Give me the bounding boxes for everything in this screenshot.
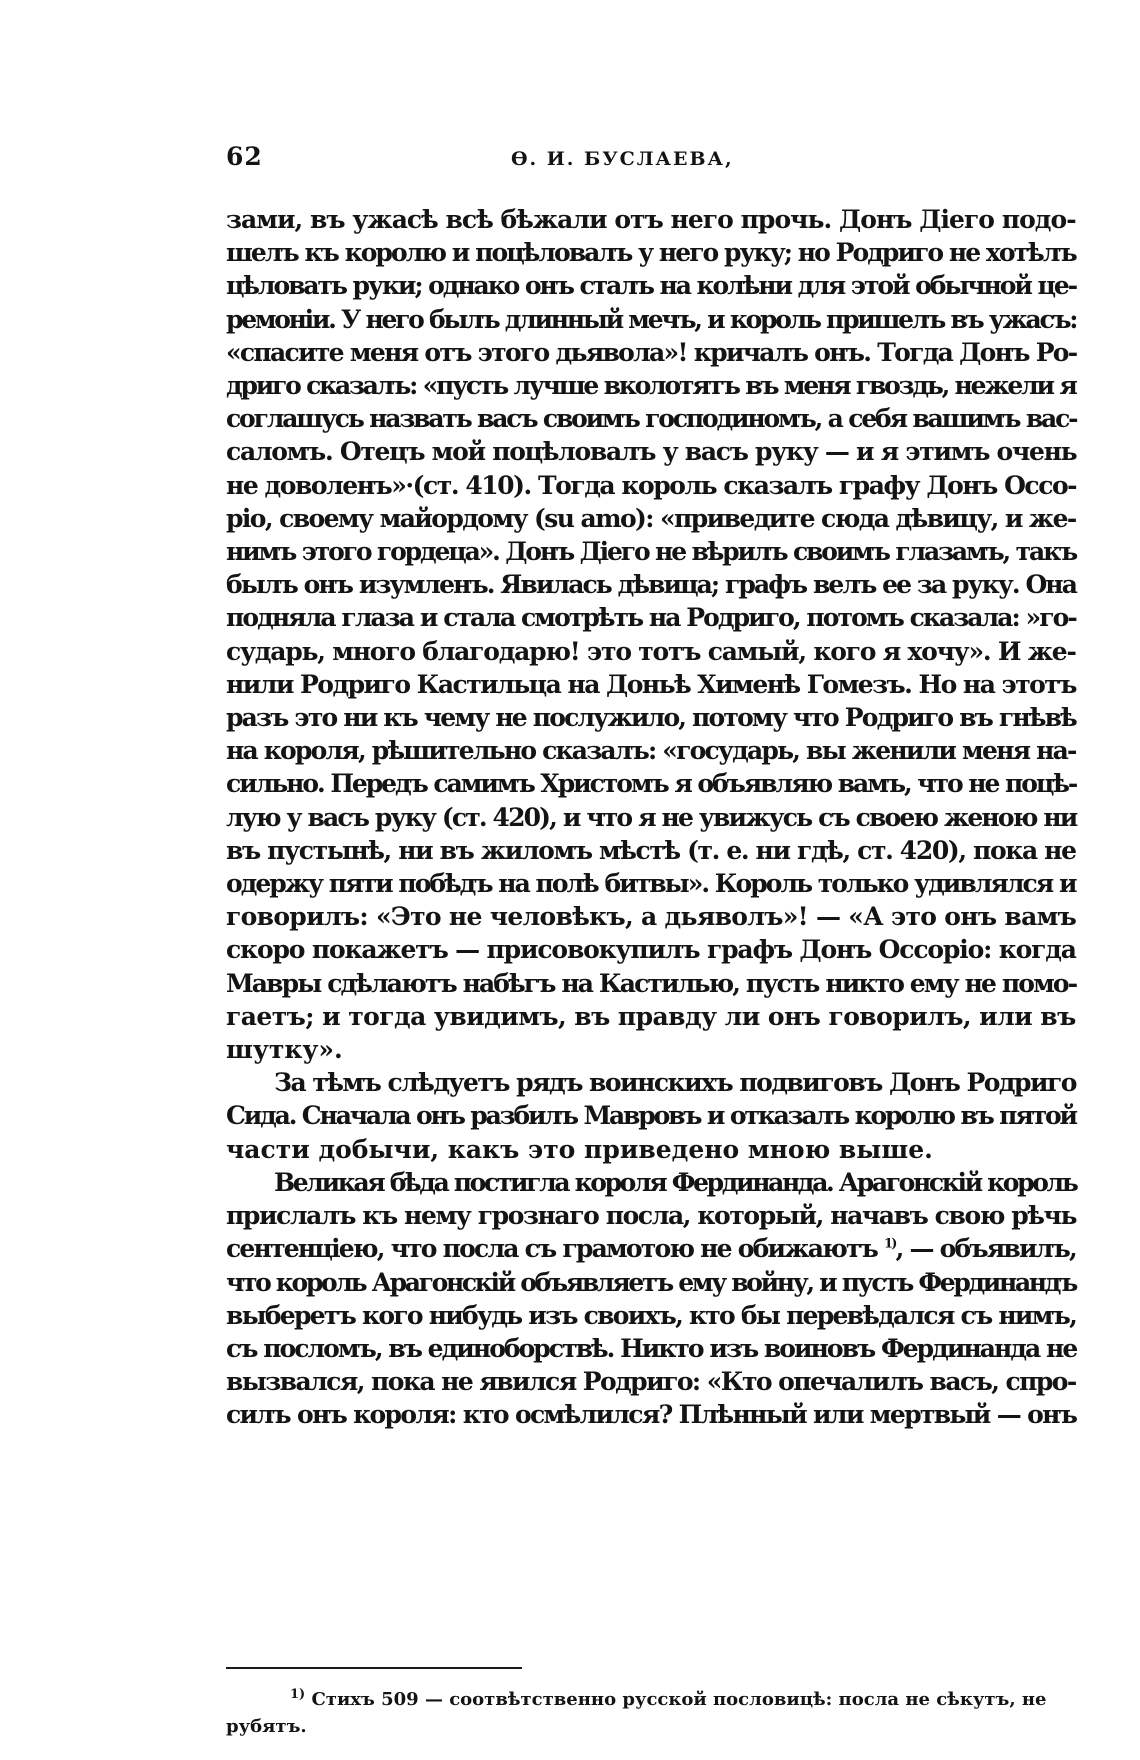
text-line: былъ онъ изумленъ. Явилась дѣвица; графъ велъ ее за руку. Она — [226, 570, 1076, 600]
text-line: соглашусь назвать васъ своимъ господиномъ, а себя вашимъ вас- — [226, 404, 1077, 434]
text-line: разъ это ни къ чему не послужило, потому что Родриго въ гнѣвѣ — [226, 703, 1076, 733]
text-line: сильно. Передъ самимъ Христомъ я объявляю вамъ, что не поцѣ- — [226, 769, 1077, 799]
text-line: Великая бѣда постигла короля Фердинанда. Арагонскій король — [274, 1167, 1077, 1197]
text-line: что король Арагонскій объявляетъ ему войну, и пусть Фердинандъ — [226, 1267, 1076, 1297]
paragraph-2 — [226, 1066, 1076, 1166]
footnote-line — [226, 1686, 1076, 1713]
footnote-marker[interactable]: 1) — [883, 1236, 896, 1252]
text-line: гаетъ; и тогда увидимъ, въ правду ли онъ говорилъ, или въ — [226, 1001, 1076, 1031]
text-line: «спасите меня отъ этого дьявола»! кричалъ онъ. Тогда Донъ Ро- — [226, 337, 1077, 367]
running-title: Ѳ. И. БУСЛАЕВА, — [511, 148, 734, 170]
text-line: зами, въ ужасѣ всѣ бѣжали отъ него прочь. Донъ Діего подо- — [226, 205, 1076, 234]
text-line: одержу пяти побѣдъ на полѣ битвы». Король только удивлялся и — [226, 869, 1076, 899]
text-line: За тѣмъ слѣдуетъ рядъ воинскихъ подвиговъ Донъ Родриго — [274, 1068, 1076, 1098]
text-segment: сентенціею, что посла съ грамотою не обижаютъ — [226, 1234, 878, 1264]
text-segment: , — объявилъ, — [895, 1234, 1076, 1264]
text-line: говорилъ: «Это не человѣкъ, а дьяволъ»! — «А это онъ вамъ — [226, 902, 1077, 932]
text-line: части добычи, какъ это приведено мною выше. — [226, 1134, 933, 1164]
text-line: шелъ къ королю и поцѣловалъ у него руку; но Родриго не хотѣлъ — [226, 238, 1076, 268]
running-header — [226, 142, 1076, 182]
text-line: на короля, рѣшительно сказалъ: «государь, вы женили меня на- — [226, 736, 1076, 766]
footnote — [226, 1686, 1076, 1740]
text-line: подняла глаза и стала смотрѣть на Родриго, потомъ сказала: »го- — [226, 603, 1076, 633]
text-line: силъ онъ короля: кто осмѣлился? Плѣнный или мертвый — онъ — [226, 1400, 1077, 1430]
paragraph-1 — [226, 203, 1076, 1066]
text-line: съ посломъ, въ единоборствѣ. Никто изъ воиновъ Фердинанда не — [226, 1333, 1077, 1363]
text-line: саломъ. Отецъ мой поцѣловалъ у васъ руку — и я этимъ очень — [226, 437, 1077, 467]
text-line: Сида. Сначала онъ разбилъ Мавровъ и отказалъ королю въ пятой — [226, 1101, 1076, 1131]
body-text — [226, 203, 1076, 1432]
text-line: цѣловать руки; однако онъ сталъ на колѣни для этой обычной це- — [226, 271, 1077, 301]
footnote-divider — [226, 1667, 522, 1669]
footnote-number: 1) — [290, 1687, 306, 1702]
text-line: прислалъ къ нему грознаго посла, который, начавъ свою рѣчь — [226, 1201, 1077, 1231]
text-line: Мавры сдѣлаютъ набѣгъ на Кастилью, пусть никто ему не помо- — [226, 968, 1077, 998]
text-line: не доволенъ»·(ст. 410). Тогда король сказалъ графу Донъ Оссо- — [226, 470, 1077, 500]
text-line: вызвался, пока не явился Родриго: «Кто опечалилъ васъ, спро- — [226, 1367, 1076, 1397]
footnote-line: рубятъ. — [226, 1716, 307, 1737]
text-line: нимъ этого гордеца». Донъ Діего не вѣрилъ своимъ глазамъ, такъ — [226, 537, 1077, 567]
text-line: скоро покажетъ — присовокупилъ графъ Донъ Оссоріо: когда — [226, 935, 1076, 965]
text-line: шутку». — [226, 1035, 343, 1065]
text-line: нили Родриго Кастильца на Доньѣ Хименѣ Гомезъ. Но на этотъ — [226, 669, 1076, 699]
page-number: 62 — [226, 142, 263, 171]
footnote-text: Стихъ 509 — соотвѣтственно русской пословицѣ: посла не сѣкутъ, не — [305, 1689, 1047, 1710]
text-line: дриго сказалъ: «пусть лучше вколотятъ въ меня гвоздь, нежели я — [226, 371, 1076, 401]
text-line: ремоніи. У него былъ длинный мечъ, и король пришелъ въ ужасъ: — [226, 304, 1077, 334]
text-line — [226, 1232, 1076, 1265]
text-line: лую у васъ руку (ст. 420), и что я не увижусь съ своею женою ни — [226, 802, 1077, 832]
paragraph-3 — [226, 1166, 1076, 1432]
text-line: въ пустынѣ, ни въ жиломъ мѣстѣ (т. е. ни гдѣ, ст. 420), пока не — [226, 835, 1076, 865]
text-line: выберетъ кого нибудь изъ своихъ, кто бы перевѣдался съ нимъ, — [226, 1300, 1077, 1330]
text-line: ріо, своему майордому (su amo): «приведите сюда дѣвицу, и же- — [226, 503, 1076, 533]
text-line: сударь, много благодарю! это тотъ самый, кого я хочу». И же- — [226, 636, 1076, 666]
